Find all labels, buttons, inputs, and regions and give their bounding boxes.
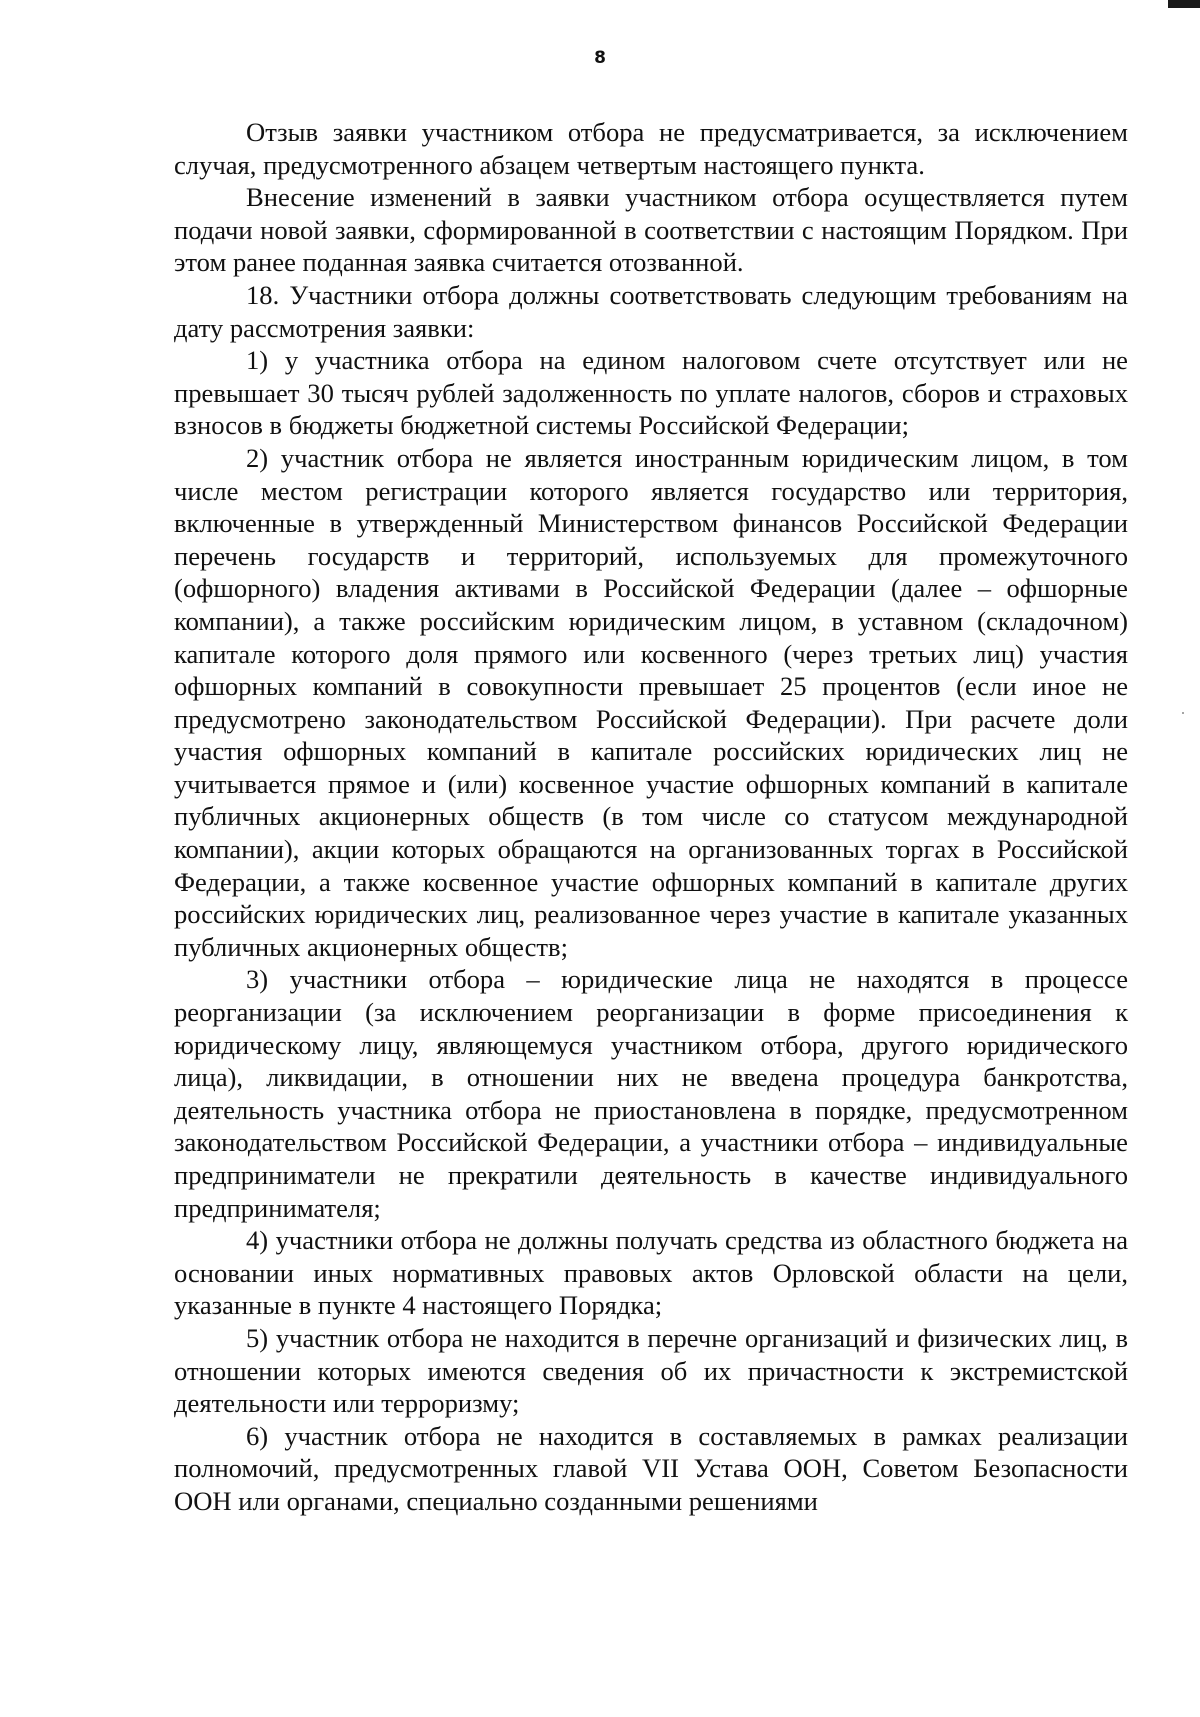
paragraph-changes: Внесение изменений в заявки участником отбора осуществляется путем подачи новой заявки, сформированной в соответствии с настоящим Порядком. При этом ранее поданная заявка считается отозванной.	[174, 182, 1128, 278]
document-body	[174, 116, 1128, 1518]
paragraph-requirements-intro: 18. Участники отбора должны соответствовать следующим требованиям на дату рассмотрения заявки:	[174, 279, 1128, 343]
paragraph-requirement-2: 2) участник отбора не является иностранным юридическим лицом, в том числе местом регистрации которого является государство или территория, включенные в утвержденный Министерством финансов Российской Федерации перечень государств и территорий, используемых для промежуточного (офшорного) владения активами в Российской Федерации (далее – офшорные компании), а также российским юридическим лицом, в уставном (складочном) капитале которого доля прямого или косвенного (через третьих лиц) участия офшорных компаний в совокупности превышает 25 процентов (если иное не предусмотрено законодательством Российской Федерации). При расчете доли участия офшорных компаний в капитале российских юридических лиц не учитывается прямое и (или) косвенное участие офшорных компаний в капитале публичных акционерных обществ (в том числе со статусом международной компании), акции которых обращаются на организованных торгах в Российской Федерации, а также косвенное участие офшорных компаний в капитале других российских юридических лиц, реализованное через участие в капитале указанных публичных акционерных обществ;	[174, 442, 1128, 962]
paragraph-requirement-4: 4) участники отбора не должны получать средства из областного бюджета на основании иных нормативных правовых актов Орловской области на цели, указанные в пункте 4 настоящего Порядка;	[174, 1225, 1128, 1321]
page-number: 8	[594, 48, 606, 68]
scan-speck	[1182, 712, 1184, 714]
paragraph-withdrawal: Отзыв заявки участником отбора не предусматривается, за исключением случая, предусмотренного абзацем четвертым настоящего пункта.	[174, 117, 1128, 180]
paragraph-requirement-5: 5) участник отбора не находится в перечне организаций и физических лиц, в отношении которых имеются сведения об их причастности к экстремистской деятельности или терроризму;	[174, 1322, 1128, 1419]
paragraph-requirement-1: 1) у участника отбора на едином налоговом счете отсутствует или не превышает 30 тысяч рублей задолженность по уплате налогов, сборов и страховых взносов в бюджеты бюджетной системы Российской Федерации;	[174, 345, 1128, 441]
scan-corner-mark	[1168, 0, 1200, 8]
paragraph-requirement-6: 6) участник отбора не находится в составляемых в рамках реализации полномочий, предусмотренных главой VII Устава ООН, Советом Безопасности ООН или органами, специально созданными решениями	[174, 1420, 1128, 1516]
paragraph-requirement-3: 3) участники отбора – юридические лица не находятся в процессе реорганизации (за исключением реорганизации в форме присоединения к юридическому лицу, являющемуся участником отбора, другого юридического лица), ликвидации, в отношении них не введена процедура банкротства, деятельность участника отбора не приостановлена в порядке, предусмотренном законодательством Российской Федерации, а участники отбора – индивидуальные предприниматели не прекратили деятельность в качестве индивидуального предпринимателя;	[174, 964, 1128, 1223]
